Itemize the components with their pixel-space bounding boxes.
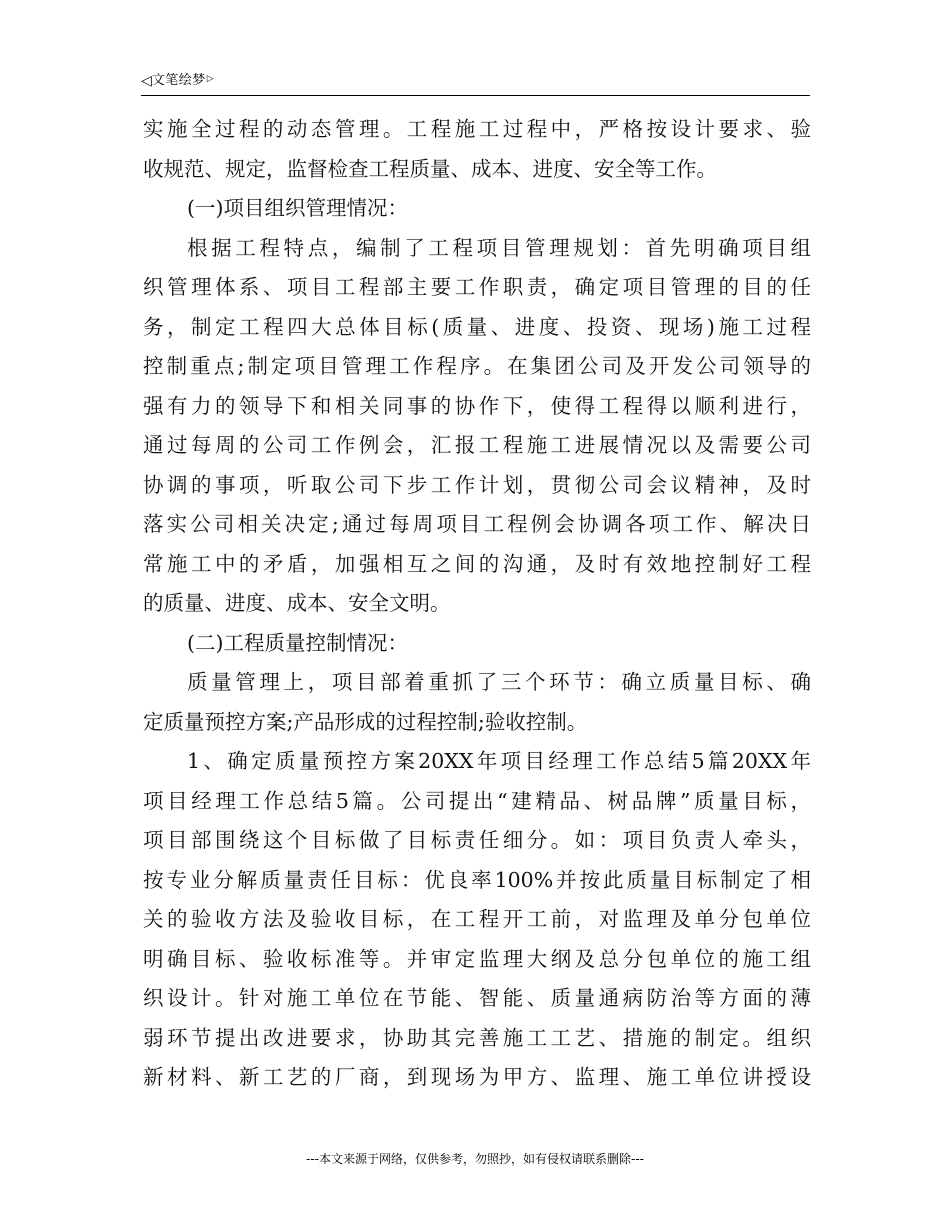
- section-heading: (二)工程质量控制情况：: [187, 630, 408, 655]
- text-line: 弱环节提出改进要求，协助其完善施工工艺、措施的制定。组织: [143, 1025, 811, 1050]
- page-header: [141, 73, 810, 96]
- text-line: 定质量预控方案;产品形成的过程控制;验收控制。: [143, 709, 588, 734]
- text-line: 质量管理上，项目部着重抓了三个环节：确立质量目标、确: [187, 670, 811, 694]
- text-line: 协调的事项，听取公司下步工作计划，贯彻公司会议精神，及时: [143, 472, 811, 497]
- left-triangle-icon: ◁: [141, 73, 152, 89]
- text-line: 通过每周的公司工作例会，汇报工程施工进展情况以及需要公司: [143, 433, 811, 457]
- text-line: 务，制定工程四大总体目标(质量、进度、投资、现场)施工过程: [143, 314, 811, 339]
- document-body: [143, 110, 811, 1098]
- text-line: 织设计。针对施工单位在节能、智能、质量通病防治等方面的薄: [143, 986, 811, 1010]
- text-line: 新材料、新工艺的厂商，到现场为甲方、监理、施工单位讲授设: [143, 1065, 811, 1089]
- section-heading: (一)项目组织管理情况：: [187, 196, 408, 220]
- text-line: 落实公司相关决定;通过每周项目工程例会协调各项工作、解决日: [143, 512, 811, 536]
- header-brand: 文笔绘梦: [151, 73, 206, 88]
- text-line: 明确目标、验收标准等。并审定监理大纲及总分包单位的施工组: [143, 946, 811, 971]
- text-line: 实施全过程的动态管理。工程施工过程中，严格按设计要求、验: [143, 117, 811, 141]
- text-line: 按专业分解质量责任目标：优良率100%并按此质量目标制定了相: [143, 867, 811, 892]
- page-footer-notice: ---本文来源于网络，仅供参考，勿照抄，如有侵权请联系删除---: [306, 1152, 644, 1166]
- text-line: 收规范、规定，监督检查工程质量、成本、进度、安全等工作。: [143, 156, 717, 181]
- text-line: 控制重点;制定项目管理工作程序。在集团公司及开发公司领导的: [143, 354, 811, 378]
- text-line: 强有力的领导下和相关同事的协作下，使得工程得以顺利进行，: [143, 393, 811, 418]
- right-triangle-icon: ▷: [206, 74, 214, 84]
- text-line: 的质量、进度、成本、安全文明。: [143, 591, 451, 615]
- text-line: 项目部围绕这个目标做了目标责任细分。如：项目负责人牵头，: [143, 828, 811, 852]
- text-line: 织管理体系、项目工程部主要工作职责，确定项目管理的目的任: [143, 275, 811, 299]
- text-line: 关的验收方法及验收目标，在工程开工前，对监理及单分包单位: [143, 907, 811, 931]
- text-line: 1、确定质量预控方案20XX年项目经理工作总结5篇20XX年: [187, 749, 811, 773]
- text-line: 项目经理工作总结5篇。公司提出“建精品、树品牌”质量目标，: [143, 788, 811, 813]
- text-line: 常施工中的矛盾，加强相互之间的沟通，及时有效地控制好工程: [143, 551, 811, 576]
- text-line: 根据工程特点，编制了工程项目管理规划：首先明确项目组: [187, 235, 811, 260]
